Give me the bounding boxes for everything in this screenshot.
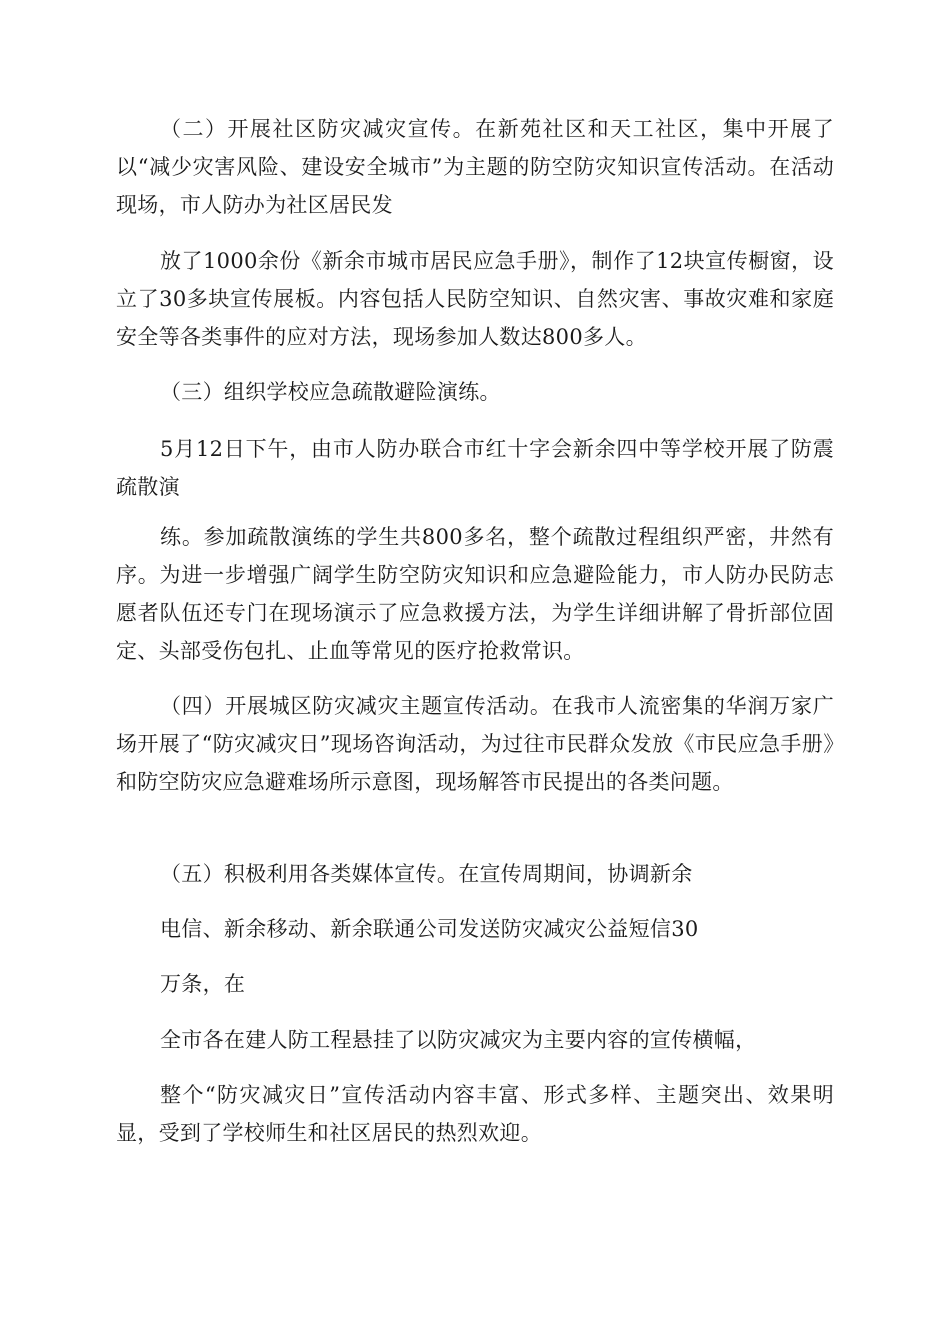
paragraph-school-drill-heading: （三）组织学校应急疏散避险演练。 [160, 380, 501, 404]
paragraph-sms-publicity: 电信、新余移动、新余联通公司发送防灾减灾公益短信30 [160, 917, 699, 941]
paragraph-banners: 全市各在建人防工程悬挂了以防灾减灾为主要内容的宣传横幅， [160, 1028, 757, 1052]
paragraph-drill-details: 练。参加疏散演练的学生共800多名，整个疏散过程组织严密，井然有序。为进一步增强广阔学生防空防灾知识和应急避险能力，市人防办民防志愿者队伍还专门在现场演示了应急救援方法，为学生详细讲解了骨折部位固定、头部受伤包扎、止血等常见的医疗抢救常识。 [116, 525, 834, 663]
paragraph-drill-date: 5月12日下午，由市人防办联合市红十字会新余四中等学校开展了防震疏散演 [116, 437, 834, 499]
paragraph-city-publicity: （四）开展城区防灾减灾主题宣传活动。在我市人流密集的华润万家广场开展了“防灾减灾日”现场咨询活动，为过往市民群众发放《市民应急手册》和防空防灾应急避难场所示意图，现场解答市民提出的各类问题。 [116, 694, 834, 794]
paragraph-media-publicity: （五）积极利用各类媒体宣传。在宣传周期间，协调新余 [160, 862, 693, 886]
paragraph-community-publicity: （二）开展社区防灾减灾宣传。在新苑社区和天工社区，集中开展了以“减少灾害风险、建设安全城市”为主题的防空防灾知识宣传活动。在活动现场，市人防办为社区居民发 [116, 117, 834, 217]
paragraph-handbook-distribution: 放了1000余份《新余市城市居民应急手册》，制作了12块宣传橱窗，设立了30多块宣传展板。内容包括人民防空知识、自然灾害、事故灾难和家庭安全等各类事件的应对方法，现场参加人数达800多人。 [116, 249, 834, 349]
paragraph-summary: 整个“防灾减灾日”宣传活动内容丰富、形式多样、主题突出、效果明显，受到了学校师生和社区居民的热烈欢迎。 [116, 1083, 834, 1145]
paragraph-sms-count: 万条，在 [160, 972, 246, 996]
